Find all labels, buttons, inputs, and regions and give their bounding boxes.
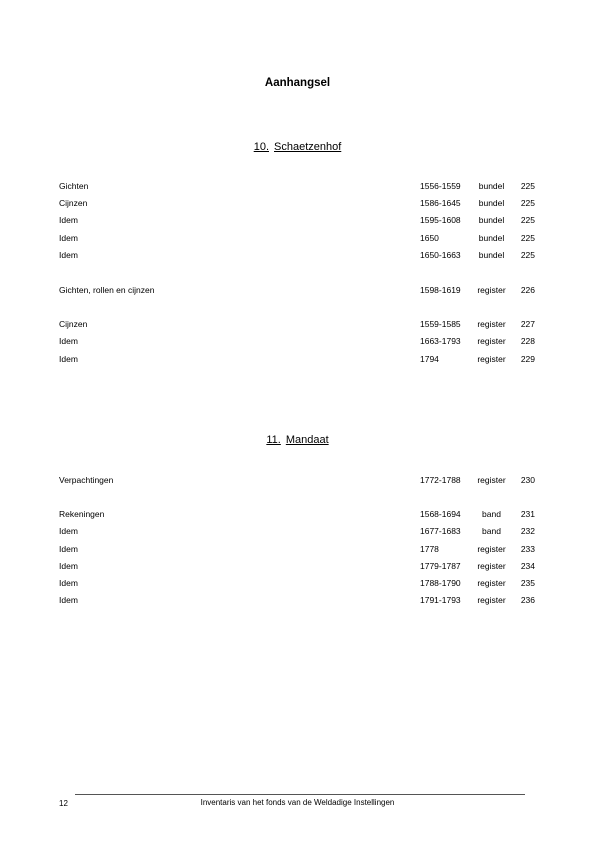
table-row: [59, 475, 535, 489]
entry-number: 230: [520, 475, 535, 485]
entry-description: Rekeningen: [59, 509, 105, 519]
entry-type: bundel: [478, 181, 505, 191]
entry-number: 231: [520, 509, 535, 519]
page-title: Aanhangsel: [264, 77, 331, 89]
entry-number: 236: [520, 595, 535, 605]
footer-divider: [75, 794, 525, 795]
entry-type: bundel: [478, 250, 505, 260]
entry-type: register: [477, 475, 506, 485]
entry-number: 228: [520, 336, 535, 346]
table-row: [59, 198, 535, 212]
entry-period: 1772-1788: [420, 475, 461, 485]
entry-period: 1568-1694: [420, 509, 461, 519]
entry-description: Verpachtingen: [59, 475, 114, 485]
entry-type: bundel: [478, 233, 505, 243]
entry-type: bundel: [478, 215, 505, 225]
page-number: 12: [59, 799, 68, 808]
entry-period: 1559-1585: [420, 319, 461, 329]
entry-number: 225: [520, 215, 535, 225]
entry-number: 225: [520, 250, 535, 260]
entry-period: 1778: [420, 544, 439, 554]
entry-period: 1650: [420, 233, 439, 243]
table-row: [59, 578, 535, 592]
entry-description: Idem: [59, 595, 78, 605]
entry-description: Idem: [59, 354, 78, 364]
entry-type: register: [477, 578, 506, 588]
entry-period: 1663-1793: [420, 336, 461, 346]
entry-number: 234: [520, 561, 535, 571]
footer-text: Inventaris van het fonds van de Weldadige Instellingen: [200, 798, 395, 807]
entry-period: 1556-1559: [420, 181, 461, 191]
entry-description: Idem: [59, 578, 78, 588]
entry-type: register: [477, 544, 506, 554]
entry-period: 1598-1619: [420, 285, 461, 295]
entry-description: Cijnzen: [59, 319, 88, 329]
entry-period: 1650-1663: [420, 250, 461, 260]
entry-type: register: [477, 354, 506, 364]
table-row: [59, 544, 535, 558]
entry-description: Idem: [59, 336, 78, 346]
entry-period: 1779-1787: [420, 561, 461, 571]
entry-number: 235: [520, 578, 535, 588]
table-row: [59, 319, 535, 333]
table-row: [59, 285, 535, 299]
entry-type: register: [477, 319, 506, 329]
entry-number: 226: [520, 285, 535, 295]
entry-number: 233: [520, 544, 535, 554]
section-name: Schaetzenhof: [274, 141, 342, 153]
entry-description: Gichten: [59, 181, 89, 191]
table-row: [59, 336, 535, 350]
table-row: [59, 354, 535, 368]
table-row: [59, 250, 535, 264]
entry-period: 1595-1608: [420, 215, 461, 225]
entry-type: band: [482, 509, 501, 519]
entry-description: Idem: [59, 526, 78, 536]
entry-number: 227: [520, 319, 535, 329]
entry-type: register: [477, 336, 506, 346]
entry-period: 1677-1683: [420, 526, 461, 536]
entry-description: Idem: [59, 215, 78, 225]
entry-description: Idem: [59, 544, 78, 554]
entry-description: Idem: [59, 250, 78, 260]
entry-period: 1791-1793: [420, 595, 461, 605]
entry-type: register: [477, 561, 506, 571]
entry-description: Cijnzen: [59, 198, 88, 208]
section-number: 11.: [266, 434, 281, 446]
entry-description: Idem: [59, 233, 78, 243]
section-name: Mandaat: [285, 434, 329, 446]
entry-number: 225: [520, 233, 535, 243]
entry-description: Idem: [59, 561, 78, 571]
entry-type: register: [477, 595, 506, 605]
section-heading-schaetzenhof: [0, 141, 595, 153]
table-row: [59, 181, 535, 195]
table-row: [59, 233, 535, 247]
entry-number: 229: [520, 354, 535, 364]
entry-number: 225: [520, 198, 535, 208]
entry-period: 1586-1645: [420, 198, 461, 208]
table-row: [59, 561, 535, 575]
section-number: 10.: [253, 141, 269, 153]
entry-type: register: [477, 285, 506, 295]
table-row: [59, 526, 535, 540]
entry-type: bundel: [478, 198, 505, 208]
entry-period: 1788-1790: [420, 578, 461, 588]
table-row: [59, 509, 535, 523]
entry-number: 232: [520, 526, 535, 536]
entry-description: Gichten, rollen en cijnzen: [59, 285, 155, 295]
entry-type: band: [482, 526, 501, 536]
section-heading-mandaat: [0, 434, 595, 446]
table-row: [59, 215, 535, 229]
entry-number: 225: [520, 181, 535, 191]
entry-period: 1794: [420, 354, 439, 364]
table-row: [59, 595, 535, 609]
